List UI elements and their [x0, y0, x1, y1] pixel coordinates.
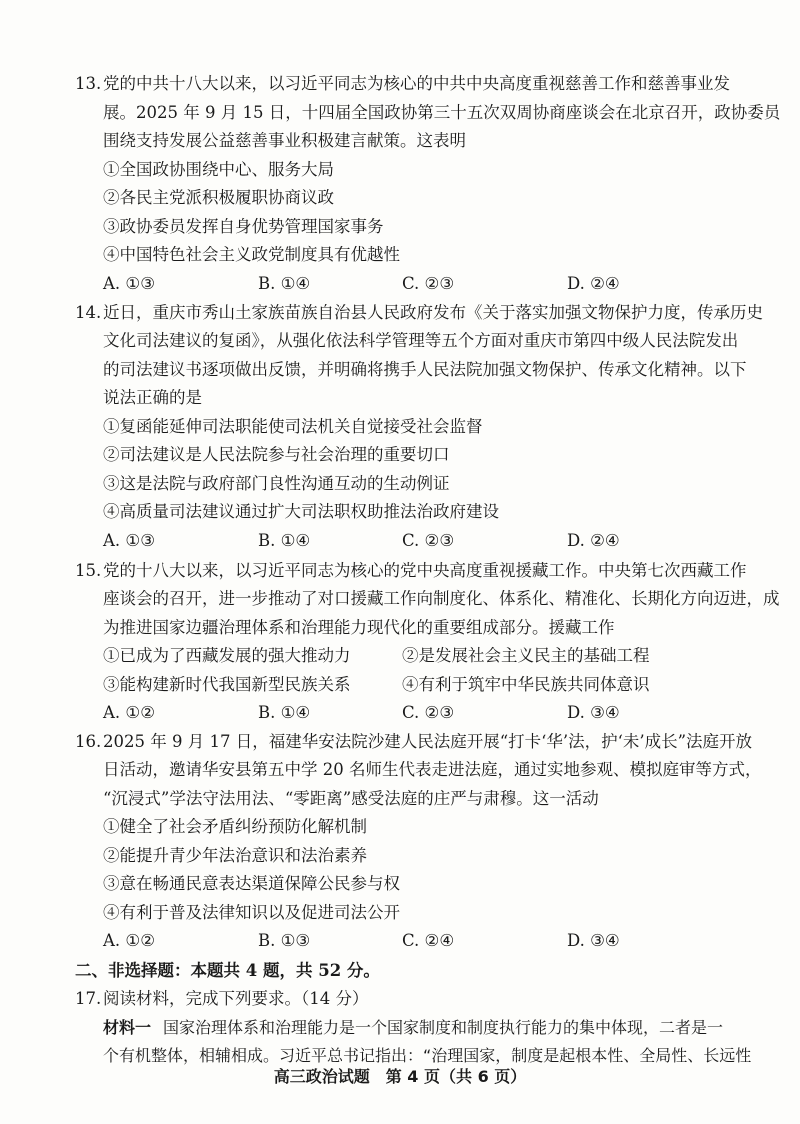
q15-item-4: ④有利于筑牢中华民族共同体意识 [402, 675, 650, 694]
choice-d: D. ②④ [567, 274, 620, 293]
q13-item-4: ④中国特色社会主义政党制度具有优越性 [103, 245, 400, 264]
q16-item-2: ②能提升青少年法治意识和法治素养 [103, 846, 367, 865]
q13-item-2: ②各民主党派积极履职协商议政 [103, 188, 334, 207]
q14-item-4: ④高质量司法建议通过扩大司法职权助推法治政府建设 [103, 502, 499, 521]
q16-line-1: 16. 2025 年 9 月 17 日，福建华安法院沙建人民法庭开展“打卡‘华’法，护‘未’成长”法庭开放 [103, 729, 760, 755]
q13-line-2: 展。2025 年 9 月 15 日，十四届全国政协第三十五次双周协商座谈会在北京召开，政协委员 [103, 103, 781, 122]
choice-a: A. ①② [103, 931, 155, 950]
q13-item-3: ③政协委员发挥自身优势管理国家事务 [103, 217, 384, 236]
question-number: 14. [75, 303, 102, 322]
material-label: 材料一 [103, 1018, 152, 1037]
q16-line-2: 日活动，邀请华安县第五中学 20 名师生代表走进法庭，通过实地参观、模拟庭审等方式， [103, 760, 762, 779]
choice-b: B. ①④ [258, 274, 311, 293]
q14-item-3: ③这是法院与政府部门良性沟通互动的生动例证 [103, 474, 450, 493]
choice-a: A. ①③ [103, 274, 155, 293]
choice-a: A. ①② [103, 703, 155, 722]
choice-c: C. ②③ [402, 531, 455, 550]
q14-item-2: ②司法建议是人民法院参与社会治理的重要切口 [103, 445, 450, 464]
q15-line-1: 15. 党的十八大以来，以习近平同志为核心的党中央高度重视援藏工作。中央第七次西藏工作 [103, 558, 760, 584]
choice-d: D. ②④ [567, 531, 620, 550]
question-number: 17. [75, 989, 102, 1008]
q15-line-2: 座谈会的召开，进一步推动了对口援藏工作向制度化、体系化、精准化、长期化方向迈进，成 [103, 589, 780, 608]
q16-item-1: ①健全了社会矛盾纠纷预防化解机制 [103, 817, 367, 836]
q14-line-3: 的司法建议书逐项做出反馈，并明确将携手人民法院加强文物保护、传承文化精神。以下 [103, 360, 747, 379]
page-footer: 高三政治试题 第 4 页（共 6 页） [273, 1067, 527, 1086]
q16-item-4: ④有利于普及法律知识以及促进司法公开 [103, 903, 400, 922]
question-number: 15. [75, 561, 102, 580]
q13-line-1: 13. 党的中共十八大以来，以习近平同志为核心的中共中央高度重视慈善工作和慈善事业发 [103, 71, 760, 97]
q14-line-1: 14. 近日，重庆市秀山土家族苗族自治县人民政府发布《关于落实加强文物保护力度，传承历史 [103, 300, 760, 326]
q14-line-2: 文化司法建议的复函》，从强化依法科学管理等五个方面对重庆市第四中级人民法院发出 [103, 331, 739, 350]
q15-item-1: ①已成为了西藏发展的强大推动力 [103, 646, 351, 665]
q15-item-3: ③能构建新时代我国新型民族关系 [103, 675, 351, 694]
choice-c: C. ②④ [402, 931, 455, 950]
q14-item-1: ①复函能延伸司法职能使司法机关自觉接受社会监督 [103, 417, 483, 436]
q17-line-1: 17. 阅读材料，完成下列要求。（14 分） [103, 986, 760, 1012]
choice-d: D. ③④ [567, 931, 620, 950]
q16-line-3: “沉浸式”学法守法用法、“零距离”感受法庭的庄严与肃穆。这一活动 [103, 789, 599, 808]
choice-b: B. ①③ [258, 931, 311, 950]
choice-a: A. ①③ [103, 531, 155, 550]
q14-line-4: 说法正确的是 [103, 388, 202, 407]
choice-c: C. ②③ [402, 703, 455, 722]
question-number: 16. [75, 732, 102, 751]
q13-item-1: ①全国政协围绕中心、服务大局 [103, 160, 334, 179]
section-heading: 二、非选择题：本题共 4 题，共 52 分。 [75, 961, 380, 980]
q16-item-3: ③意在畅通民意表达渠道保障公民参与权 [103, 874, 400, 893]
choice-b: B. ①④ [258, 703, 311, 722]
q17-material-line-2: 个有机整体，相辅相成。习近平总书记指出：“治理国家，制度是起根本性、全局性、长远性 [103, 1046, 752, 1065]
q15-item-2: ②是发展社会主义民主的基础工程 [402, 646, 650, 665]
q17-material-line-1: 材料一 国家治理体系和治理能力是一个国家制度和制度执行能力的集中体现，二者是一 [103, 1018, 724, 1037]
question-number: 13. [75, 74, 102, 93]
choice-b: B. ①④ [258, 531, 311, 550]
choice-c: C. ②③ [402, 274, 455, 293]
choice-d: D. ③④ [567, 703, 620, 722]
q13-line-3: 围绕支持发展公益慈善事业积极建言献策。这表明 [103, 131, 466, 150]
q15-line-3: 为推进国家边疆治理体系和治理能力现代化的重要组成部分。援藏工作 [103, 618, 615, 637]
